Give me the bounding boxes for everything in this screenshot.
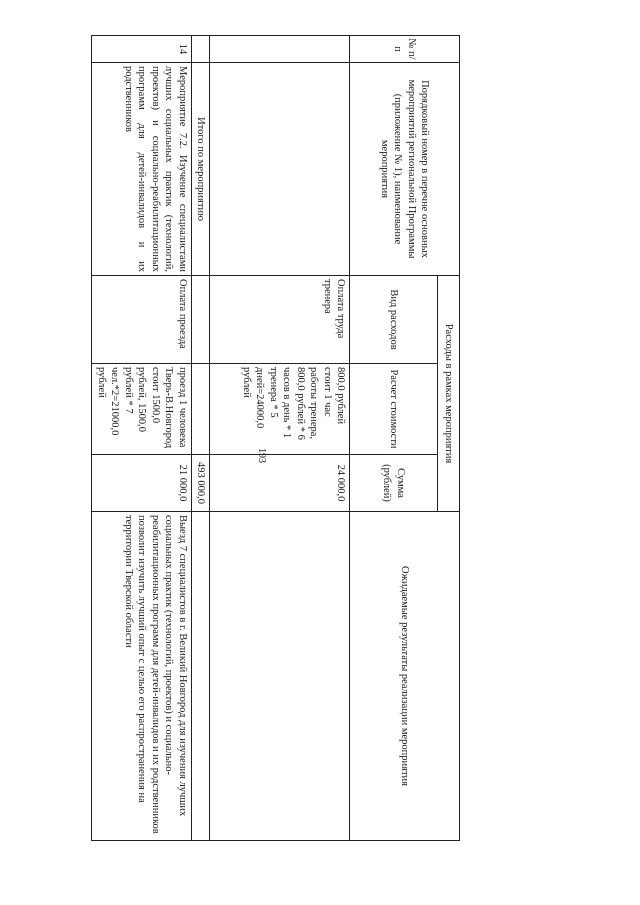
header-calculation: Расчет стоимости xyxy=(350,364,438,455)
cell-num xyxy=(210,36,350,63)
events-expenses-table xyxy=(92,35,461,841)
cell-order: Мероприятие 7.2. Изучение специалистами лучших социальных практик (технологий, проектов) и социально-реабилитационных программ для детей-инвалидов и их родственников xyxy=(92,63,191,276)
header-expense-type: Вид расходов xyxy=(350,276,438,364)
total-row xyxy=(191,36,209,841)
cell-expense-type: Оплата труда тренера xyxy=(210,276,350,364)
cell-num: 14 xyxy=(92,36,191,63)
header-results: Ожидаемые результаты реализации мероприятия xyxy=(350,512,460,841)
total-sum: 493 000,0 xyxy=(191,455,209,512)
cell-results: Выезд 7 специалистов в г. Великий Новгород для изучения лучших социальных практик (технологий, проектов) и социально-реабилитационных программ для детей-инвалидов и их родственников позволит изучить лучший опыт с целью его распространения на территории Тверской области xyxy=(92,512,191,841)
table-row xyxy=(92,36,191,841)
page-number: 193 xyxy=(256,448,267,463)
header-order: Порядковый номер в перечне основных мероприятий региональной Программы (приложение № 1), наименование мероприятия xyxy=(350,63,460,276)
cell-calculation: 800,0 рублей стоит 1 час работы тренера, 800,0 рублей * 6 часов в день * 1 тренера * 5 дней=24000,0 рублей xyxy=(210,364,350,455)
cell-sum: 21 000,0 xyxy=(92,455,191,512)
cell-calculation: проезд 1 человека Тверь-В.Новгород стоит 1500,0 рублей, 1500,0 рублей * 7 чел.*2=21000,0 рублей xyxy=(92,364,191,455)
header-num: № п/п xyxy=(350,36,460,63)
header-expenses-group: Расходы в рамках мероприятия xyxy=(438,276,460,512)
cell-sum: 24 000,0 xyxy=(210,455,350,512)
cell-order xyxy=(210,63,350,276)
total-label: Итого по мероприятию xyxy=(191,63,209,276)
cell-results xyxy=(210,512,350,841)
rotated-table-page xyxy=(90,35,460,840)
table-row xyxy=(210,36,350,841)
cell-expense-type: Оплата проезда xyxy=(92,276,191,364)
header-sum: Сумма (рублей) xyxy=(350,455,438,512)
